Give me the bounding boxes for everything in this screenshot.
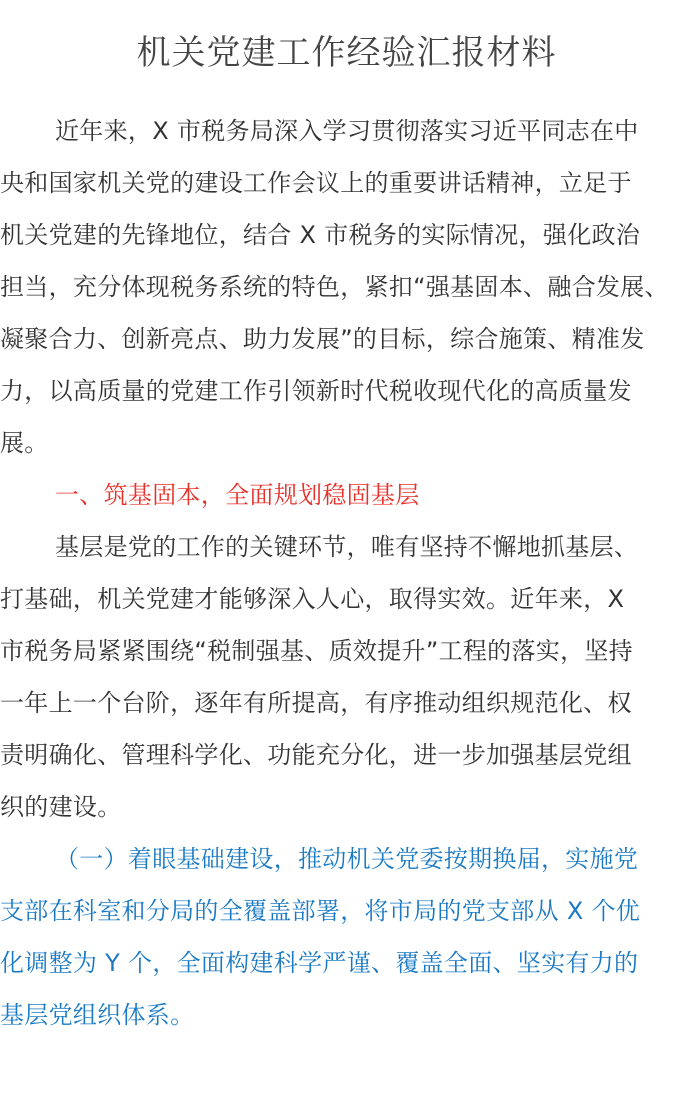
section-1-line-6: 织的建设。 [0,793,122,821]
subsection-1-line-1: （一）着眼基础建设，推动机关党委按期换届，实施党 [55,845,639,873]
intro-line-5: 凝聚合力、创新亮点、助力发展”的目标，综合施策、精准发 [0,325,645,353]
subsection-1-line-4: 基层党组织体系。 [0,1001,195,1029]
section-1-heading: 一、筑基固本，全面规划稳固基层 [55,481,420,509]
section-1-line-5: 责明确化、管理科学化、功能充分化，进一步加强基层党组 [0,741,632,769]
section-1-line-3: 市税务局紧紧围绕“税制强基、质效提升”工程的落实，坚持 [0,637,633,665]
intro-line-6: 力，以高质量的党建工作引领新时代税收现代化的高质量发 [0,377,632,405]
section-1-line-4: 一年上一个台阶，逐年有所提高，有序推动组织规范化、权 [0,689,632,717]
intro-line-2: 央和国家机关党的建设工作会议上的重要讲话精神，立足于 [0,169,632,197]
subsection-1-line-3: 化调整为 Y 个，全面构建科学严谨、覆盖全面、坚实有力的 [0,949,639,977]
intro-line-4: 担当，充分体现税务系统的特色，紧扣“强基固本、融合发展、 [0,273,669,301]
intro-line-3: 机关党建的先锋地位，结合 X 市税务的实际情况，强化政治 [0,221,641,249]
section-1-line-2: 打基础，机关党建才能够深入人心，取得实效。近年来，X [0,585,625,613]
document-title: 机关党建工作经验汇报材料 [136,33,557,73]
section-1-line-1: 基层是党的工作的关键环节，唯有坚持不懈地抓基层、 [55,533,639,561]
intro-line-7: 展。 [0,429,49,457]
intro-line-1: 近年来，X 市税务局深入学习贯彻落实习近平同志在中 [55,117,639,145]
subsection-1-line-2: 支部在科室和分局的全覆盖部署，将市局的党支部从 X 个优 [0,897,641,925]
